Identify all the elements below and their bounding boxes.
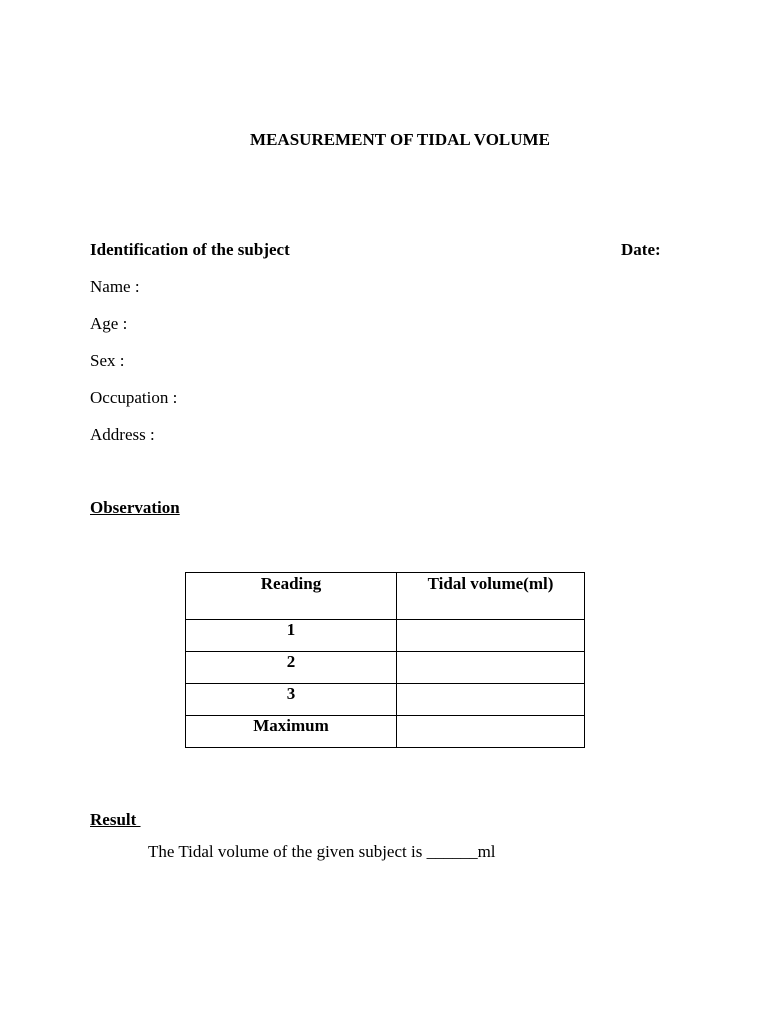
observation-table: [185, 572, 585, 748]
table-row: [186, 716, 585, 748]
table-row: [186, 684, 585, 716]
reading-cell: 1: [186, 620, 397, 652]
identification-heading: Identification of the subject: [90, 240, 290, 259]
reading-cell: 2: [186, 652, 397, 684]
page-title: MEASUREMENT OF TIDAL VOLUME: [250, 130, 550, 149]
reading-cell: Maximum: [186, 716, 397, 748]
date-label: Date:: [621, 240, 661, 259]
occupation-field-label: Occupation :: [90, 388, 178, 407]
result-heading: Result: [90, 810, 141, 829]
observation-heading: Observation: [90, 498, 180, 517]
table-header-tidal-volume: Tidal volume(ml): [397, 573, 585, 620]
tidal-volume-cell: [397, 620, 585, 652]
tidal-volume-cell: [397, 684, 585, 716]
sex-field-label: Sex :: [90, 351, 125, 370]
address-field-label: Address :: [90, 425, 155, 444]
tidal-volume-cell: [397, 716, 585, 748]
result-text: The Tidal volume of the given subject is ______ml: [148, 842, 496, 861]
table-row: [186, 620, 585, 652]
table-row: [186, 652, 585, 684]
tidal-volume-cell: [397, 652, 585, 684]
table-header-row: [186, 573, 585, 620]
age-field-label: Age :: [90, 314, 128, 333]
reading-cell: 3: [186, 684, 397, 716]
table-header-reading: Reading: [186, 573, 397, 620]
name-field-label: Name :: [90, 277, 140, 296]
